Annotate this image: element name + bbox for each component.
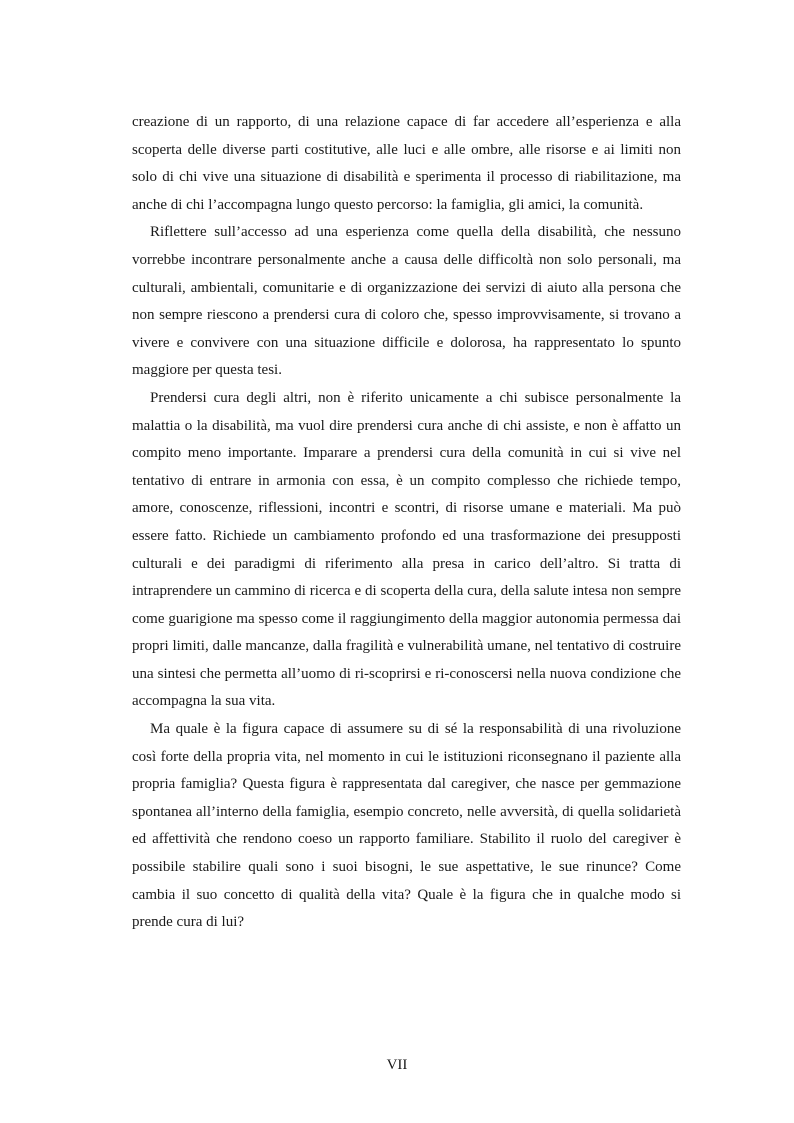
paragraph-2: Riflettere sull’accesso ad una esperienza come quella della disabilità, che nessuno vorrebbe incontrare personalmente anche a causa delle difficoltà non solo personali, ma culturali, ambientali, comunitarie e di organizzazione dei servizi di aiuto alla persona che non sempre riescono a prendersi cura di coloro che, spesso improvvisamente, si trovano a vivere e convivere con una situazione difficile e dolorosa, ha rappresentato lo spunto maggiore per questa tesi. [132, 224, 681, 379]
paragraph-4: Ma quale è la figura capace di assumere su di sé la responsabilità di una rivoluzione così forte della propria vita, nel momento in cui le istituzioni riconsegnano il paziente alla propria famiglia? Questa figura è rappresentata dal caregiver, che nasce per gemmazione spontanea all’interno della famiglia, esempio concreto, nelle avversità, di quella solidarietà ed affettività che rendono coeso un rapporto familiare. Stabilito il ruolo del caregiver è possibile stabilire quali sono i suoi bisogni, le sue aspettative, le sue rinunce? Come cambia il suo concetto di qualità della vita? Quale è la figura che in qualche modo si prende cura di lui? [132, 721, 681, 931]
paragraph-3: Prendersi cura degli altri, non è riferito unicamente a chi subisce personalmente la malattia o la disabilità, ma vuol dire prendersi cura anche di chi assiste, e non è affatto un compito meno importante. Imparare a prendersi cura della comunità in cui si vive nel tentativo di entrare in armonia con essa, è un compito complesso che richiede tempo, amore, conoscenze, riflessioni, incontri e scontri, di risorse umane e materiali. Ma può essere fatto. Richiede un cambiamento profondo ed una trasformazione dei presupposti culturali e dei paradigmi di riferimento alla presa in carico dell’altro. Si tratta di intraprendere un cammino di ricerca e di scoperta della cura, della salute intesa non sempre come guarigione ma spesso come il raggiungimento della maggior autonomia permessa dai propri limiti, dalle mancanze, dalla fragilità e vulnerabilità umane, nel tentativo di costruire una sintesi che permetta all’uomo di ri-scoprirsi e ri-conoscersi nella nuova condizione che accompagna la sua vita. [132, 389, 681, 710]
body-text [132, 109, 681, 937]
page-number: VII [386, 1057, 408, 1073]
paragraph-1: creazione di un rapporto, di una relazione capace di far accedere all’esperienza e alla scoperta delle diverse parti costitutive, alle luci e alle ombre, alle risorse e ai limiti non solo di chi vive una situazione di disabilità e sperimenta il processo di riabilitazione, ma anche di chi l’accompagna lungo questo percorso: la famiglia, gli amici, la comunità. [132, 114, 681, 213]
